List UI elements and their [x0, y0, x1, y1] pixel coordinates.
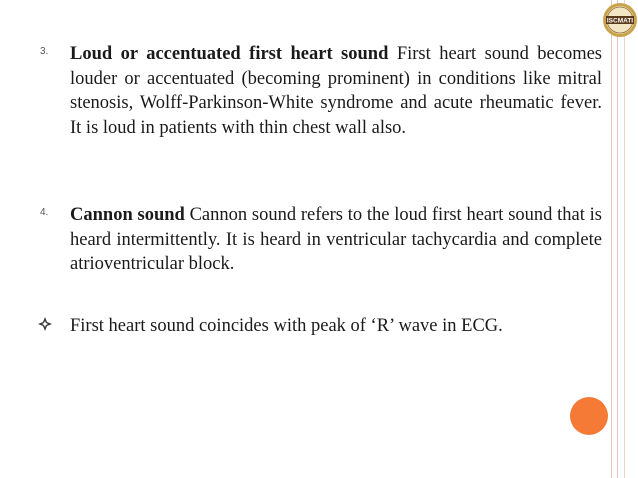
- item-term: Cannon sound: [70, 205, 185, 225]
- item-text: Cannon sound refers to the loud first heart sound that is heard intermittently. It is heard in ventricular tachycardia and complete atrioventricular block.: [70, 205, 602, 274]
- decorative-rule-line: [611, 0, 612, 478]
- svg-text:ISCMATI: ISCMATI: [606, 17, 634, 25]
- decorative-rule-line: [624, 0, 625, 478]
- list-item: [40, 203, 602, 277]
- list-item: [40, 42, 602, 140]
- orange-circle-decoration: [570, 397, 608, 435]
- diamond-bullet-icon: [38, 317, 52, 331]
- item-body: [70, 42, 602, 140]
- item-body: [70, 314, 602, 339]
- item-number: 4.: [40, 207, 49, 218]
- item-text: First heart sound becomes louder or accentuated (becoming prominent) in conditions like mitral stenosis, Wolff-Parkinson-White syndrome and acute rheumatic fever. It is loud in patients with thin chest wall also.: [70, 44, 603, 138]
- institution-logo: [602, 2, 638, 38]
- list-item: [40, 314, 602, 339]
- decorative-rule-line: [617, 0, 618, 478]
- item-text: First heart sound coincides with peak of ‘R’ wave in ECG.: [70, 316, 503, 336]
- item-number: 3.: [40, 46, 49, 57]
- item-body: [70, 203, 602, 277]
- item-term: Loud or accentuated first heart sound: [70, 44, 389, 64]
